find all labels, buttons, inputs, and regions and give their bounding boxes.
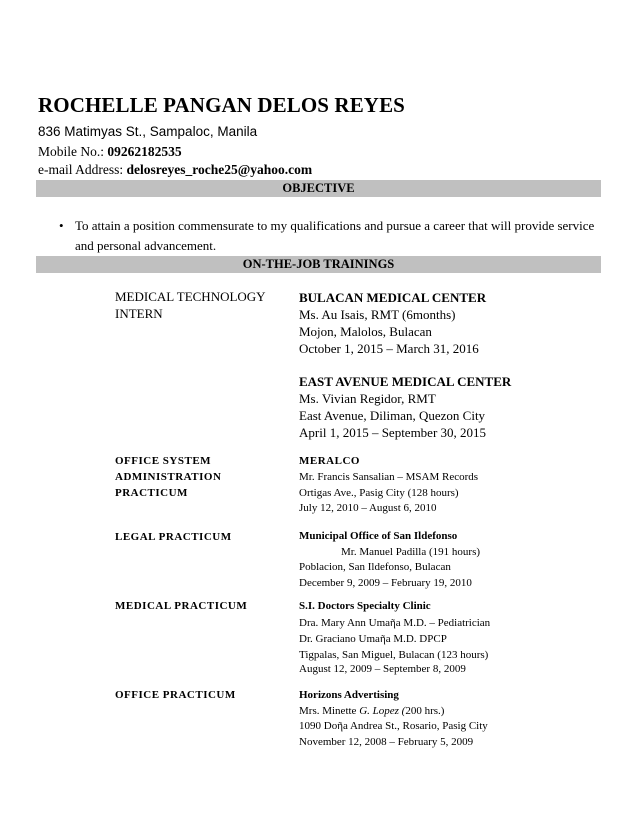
office-location: 1090 Doῆa Andrea St., Rosario, Pasig City bbox=[299, 720, 488, 732]
site-1-name: BULACAN MEDICAL CENTER bbox=[299, 290, 487, 305]
objective-heading: OBJECTIVE bbox=[36, 180, 601, 197]
mobile-line bbox=[38, 144, 182, 160]
office-dates: November 12, 2008 – February 5, 2009 bbox=[299, 736, 474, 748]
medical-location: Tigpalas, San Miguel, Bulacan (123 hours) bbox=[299, 649, 489, 661]
home-address: 836 Matimyas St., Sampaloc, Manila bbox=[38, 124, 258, 139]
site-1-dates: October 1, 2015 – March 31, 2016 bbox=[299, 341, 479, 356]
osa-title-line2: ADMINISTRATION bbox=[115, 471, 222, 483]
office-title: OFFICE PRACTICUM bbox=[115, 689, 236, 701]
email-address: delosreyes_roche25@yahoo.com bbox=[126, 162, 313, 177]
legal-company: Municipal Office of San Ildefonso bbox=[299, 530, 458, 542]
objective-text: To attain a position commensurate to my qualifications and pursue a career that will provide service and personal advancement. bbox=[75, 218, 595, 253]
office-supervisor-a: Mrs. Minette bbox=[299, 705, 360, 717]
osa-location: Ortigas Ave., Pasig City (128 hours) bbox=[299, 487, 459, 499]
email-line bbox=[38, 162, 312, 178]
legal-title: LEGAL PRACTICUM bbox=[115, 531, 232, 543]
office-supervisor bbox=[299, 705, 444, 717]
objective-bullet: • bbox=[59, 218, 64, 233]
site-1-location: Mojon, Malolos, Bulacan bbox=[299, 324, 432, 339]
medical-company: S.I. Doctors Specialty Clinic bbox=[299, 600, 431, 612]
osa-dates: July 12, 2010 – August 6, 2010 bbox=[299, 502, 437, 514]
medical-doctor-1: Dra. Mary Ann Umaῆa M.D. – Pediatrician bbox=[299, 617, 491, 629]
legal-location: Poblacion, San Ildefonso, Bulacan bbox=[299, 561, 451, 573]
osa-company: MERALCO bbox=[299, 455, 360, 467]
medical-dates: August 12, 2009 – September 8, 2009 bbox=[299, 663, 466, 675]
medtech-title-line2: INTERN bbox=[115, 306, 163, 321]
site-2-supervisor: Ms. Vivian Regidor, RMT bbox=[299, 391, 436, 406]
resume-name: ROCHELLE PANGAN DELOS REYES bbox=[38, 93, 405, 117]
ojt-heading: ON-THE-JOB TRAININGS bbox=[36, 256, 601, 273]
office-supervisor-c: 200 hrs.) bbox=[405, 705, 445, 717]
office-supervisor-b: G. Lopez ( bbox=[359, 705, 406, 717]
mobile-label: Mobile No.: bbox=[38, 144, 108, 159]
site-2-name: EAST AVENUE MEDICAL CENTER bbox=[299, 374, 512, 389]
office-company: Horizons Advertising bbox=[299, 689, 399, 701]
osa-title-line1: OFFICE SYSTEM bbox=[115, 455, 212, 467]
email-label: e-mail Address: bbox=[38, 162, 127, 177]
site-1-supervisor: Ms. Au Isais, RMT (6months) bbox=[299, 307, 456, 322]
osa-supervisor: Mr. Francis Sansalian – MSAM Records bbox=[299, 471, 479, 483]
site-2-dates: April 1, 2015 – September 30, 2015 bbox=[299, 425, 487, 440]
medtech-title-line1: MEDICAL TECHNOLOGY bbox=[115, 289, 266, 304]
medical-doctor-2: Dr. Graciano Umaῆa M.D. DPCP bbox=[299, 633, 447, 645]
legal-dates: December 9, 2009 – February 19, 2010 bbox=[299, 577, 472, 589]
medical-title: MEDICAL PRACTICUM bbox=[115, 600, 248, 612]
osa-title-line3: PRACTICUM bbox=[115, 487, 188, 499]
mobile-number: 09262182535 bbox=[107, 144, 182, 159]
site-2-location: East Avenue, Diliman, Quezon City bbox=[299, 408, 486, 423]
legal-supervisor: Mr. Manuel Padilla (191 hours) bbox=[341, 546, 481, 558]
